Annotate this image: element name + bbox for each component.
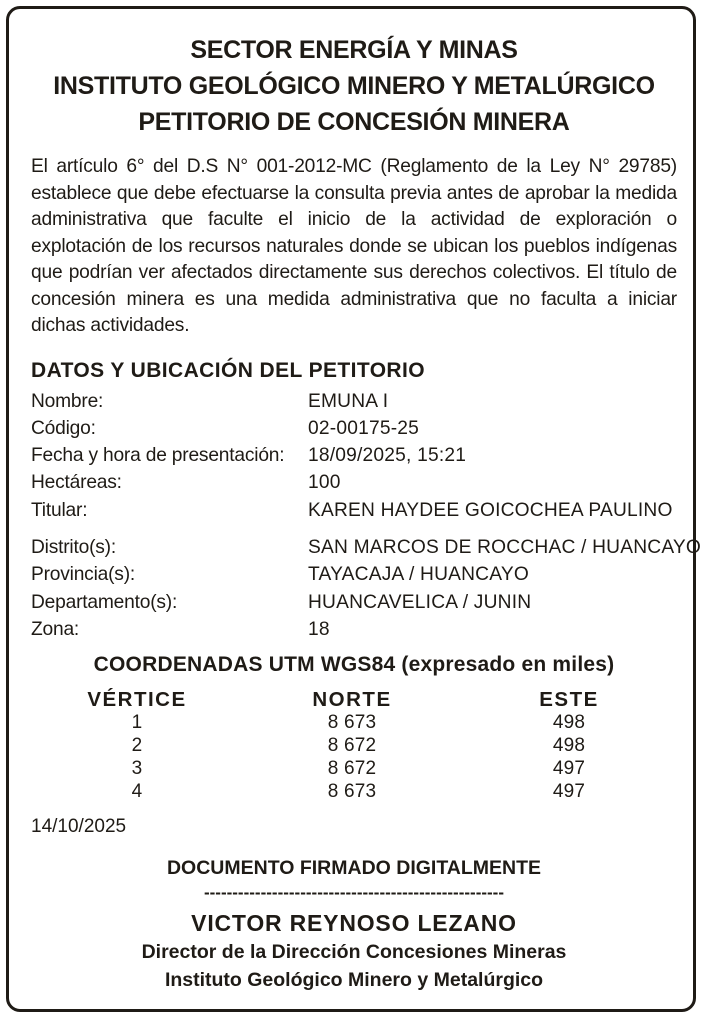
detail-value: 02-00175-25 bbox=[308, 418, 420, 439]
header-document-type: PETITORIO DE CONCESIÓN MINERA bbox=[138, 108, 570, 136]
details-section-title: DATOS Y UBICACIÓN DEL PETITORIO bbox=[31, 359, 425, 382]
header-institute: INSTITUTO GEOLÓGICO MINERO Y METALÚRGICO bbox=[53, 72, 655, 100]
coordinates-title: COORDENADAS UTM WGS84 (expresado en miles) bbox=[93, 653, 615, 676]
coord-header-norte: NORTE bbox=[312, 688, 392, 711]
detail-value: EMUNA I bbox=[308, 391, 389, 412]
detail-value: 100 bbox=[308, 472, 341, 493]
signer-name: VICTOR REYNOSO LEZANO bbox=[191, 910, 517, 936]
detail-label: Titular: bbox=[31, 500, 88, 521]
issue-date: 14/10/2025 bbox=[31, 816, 127, 837]
detail-value: HUANCAVELICA / JUNIN bbox=[308, 592, 532, 613]
detail-value: SAN MARCOS DE ROCCHAC / HUANCAYO bbox=[308, 537, 702, 558]
detail-label: Hectáreas: bbox=[31, 472, 122, 493]
coord-vertice-4: 4 bbox=[131, 781, 143, 802]
coord-header-vertice: VÉRTICE bbox=[87, 688, 187, 711]
coord-norte-1: 8 673 bbox=[327, 712, 377, 733]
detail-label: Nombre: bbox=[31, 391, 104, 412]
coord-vertice-2: 2 bbox=[131, 735, 143, 756]
coord-este-4: 497 bbox=[552, 781, 586, 802]
coord-este-3: 497 bbox=[552, 758, 586, 779]
detail-label: Provincia(s): bbox=[31, 564, 136, 585]
coord-vertice-3: 3 bbox=[131, 758, 143, 779]
detail-label: Código: bbox=[31, 418, 96, 439]
coord-norte-3: 8 672 bbox=[327, 758, 377, 779]
detail-value: KAREN HAYDEE GOICOCHEA PAULINO bbox=[308, 500, 673, 521]
digitally-signed-label: DOCUMENTO FIRMADO DIGITALMENTE bbox=[166, 857, 542, 879]
coord-header-este: ESTE bbox=[539, 688, 599, 711]
coord-este-2: 498 bbox=[552, 735, 586, 756]
detail-value: TAYACAJA / HUANCAYO bbox=[308, 564, 529, 585]
coord-norte-2: 8 672 bbox=[327, 735, 377, 756]
detail-label: Zona: bbox=[31, 619, 80, 640]
detail-label: Fecha y hora de presentación: bbox=[31, 445, 285, 466]
intro-paragraph: El artículo 6° del D.S N° 001-2012-MC (Reglamento de la Ley N° 29785) establece que debe efectuarse la consulta previa antes de aprobar la medida administrativa que faculte el inicio de la actividad de exploración o explotación de los recursos naturales donde se ubican los pueblos indígenas que podrían ver afectados directamente sus derechos colectivos. El título de concesión minera es una medida administrativa que no faculta a iniciar dichas actividades. bbox=[31, 156, 677, 336]
header-sector: SECTOR ENERGÍA Y MINAS bbox=[190, 36, 518, 64]
detail-label: Distrito(s): bbox=[31, 537, 117, 558]
signature-line: ----------------------------------------------------- bbox=[203, 883, 505, 902]
signer-institution: Instituto Geológico Minero y Metalúrgico bbox=[164, 969, 544, 991]
signer-role: Director de la Dirección Concesiones Mineras bbox=[141, 941, 567, 963]
coord-este-1: 498 bbox=[552, 712, 586, 733]
detail-label: Departamento(s): bbox=[31, 592, 178, 613]
coord-norte-4: 8 673 bbox=[327, 781, 377, 802]
coord-vertice-1: 1 bbox=[131, 712, 143, 733]
detail-value: 18/09/2025, 15:21 bbox=[308, 445, 467, 466]
detail-value: 18 bbox=[308, 619, 330, 640]
